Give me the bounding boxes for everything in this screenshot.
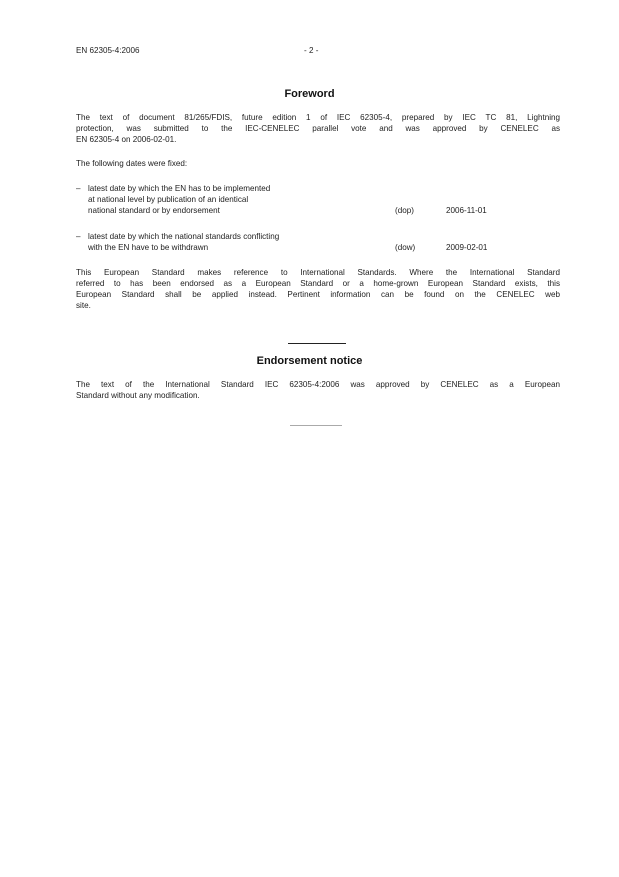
text-line: Standard without any modification. <box>76 391 200 400</box>
item-line: national standard or by endorsement <box>88 206 220 215</box>
text-line: referred to has been endorsed as a European Standard or a home-grown European Standard exists, this <box>76 279 560 288</box>
dates-intro: The following dates were fixed: <box>76 159 188 168</box>
item-line: at national level by publication of an identical <box>88 195 249 204</box>
item-line: latest date by which the EN has to be implemented <box>88 184 271 193</box>
text-line: protection, was submitted to the IEC-CENELEC parallel vote and was approved by CENELEC as <box>76 124 560 133</box>
item-line: with the EN have to be withdrawn <box>88 243 209 252</box>
page-number: - 2 - <box>304 46 319 55</box>
item-line: latest date by which the national standards conflicting <box>88 232 280 241</box>
date-dop: 2006-11-01 <box>446 206 487 215</box>
text-line: The text of the International Standard IEC 62305-4:2006 was approved by CENELEC as a European <box>76 380 560 389</box>
abbr-dow: (dow) <box>395 243 416 252</box>
endorsement-paragraph <box>76 379 560 401</box>
foreword-heading: Foreword <box>284 88 335 100</box>
foreword-paragraph-3 <box>76 267 560 311</box>
foreword-paragraph-1 <box>76 112 560 145</box>
text-line: site. <box>76 301 91 310</box>
endorsement-heading: Endorsement notice <box>256 355 363 367</box>
end-divider <box>290 425 342 426</box>
text-line: This European Standard makes reference to International Standards. Where the International Standard <box>76 268 560 277</box>
document-id: EN 62305-4:2006 <box>76 46 140 55</box>
text-line: European Standard shall be applied instead. Pertinent information can be found on the CENELEC web <box>76 290 560 299</box>
text-line: The text of document 81/265/FDIS, future edition 1 of IEC 62305-4, prepared by IEC TC 81, Lightning <box>76 113 560 122</box>
section-divider <box>288 343 346 344</box>
date-dow: 2009-02-01 <box>446 243 488 252</box>
dash-bullet: – <box>76 184 81 193</box>
abbr-dop: (dop) <box>395 206 414 215</box>
dash-bullet: – <box>76 232 81 241</box>
text-line: EN 62305-4 on 2006-02-01. <box>76 135 177 144</box>
